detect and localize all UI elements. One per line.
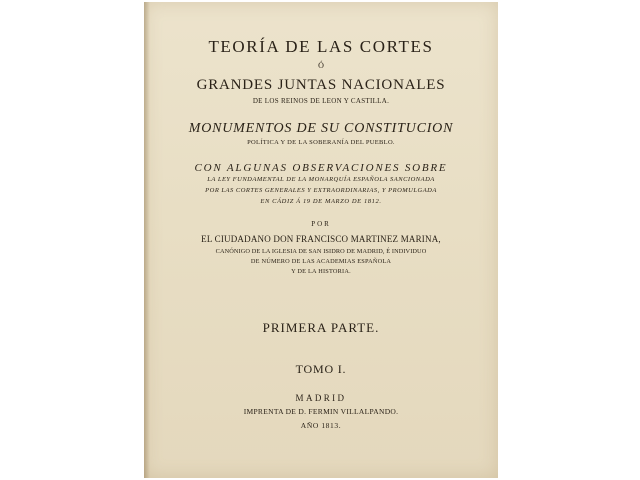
book-subtitle: GRANDES JUNTAS NACIONALES — [196, 77, 446, 93]
observations-line: POR LAS CORTES GENERALES Y EXTRAORDINARIAS, Y PROMULGADA — [205, 187, 437, 194]
observations-heading: CON ALGUNAS OBSERVACIONES SOBRE — [194, 162, 448, 174]
observations-line: LA LEY FUNDAMENTAL DE LA MONARQUÍA ESPAÑOLA SANCIONADA — [207, 176, 435, 183]
imprint-printer: IMPRENTA DE D. FERMIN VILLALPANDO. — [243, 407, 399, 416]
author-name: EL CIUDADANO DON FRANCISCO MARTINEZ MARINA, — [201, 234, 441, 244]
imprint-city: MADRID — [295, 393, 347, 403]
book-title: TEORÍA DE LAS CORTES — [208, 37, 434, 56]
by-line: POR — [311, 220, 331, 228]
part-label: PRIMERA PARTE. — [262, 320, 380, 335]
volume-label: TOMO I. — [295, 362, 347, 376]
political-line: POLÍTICA Y DE LA SOBERANÍA DEL PUEBLO. — [247, 139, 395, 146]
title-page — [144, 2, 498, 478]
author-detail: CANÓNIGO DE LA IGLESIA DE SAN ISIDRO DE MADRID, É INDIVIDUO — [215, 248, 427, 255]
title-connector: Ó — [318, 61, 324, 70]
imprint-year: AÑO 1813. — [300, 421, 342, 430]
monuments-line: MONUMENTOS DE SU CONSTITUCION — [188, 121, 454, 136]
author-detail: Y DE LA HISTORIA. — [291, 268, 351, 275]
realms-line: DE LOS REINOS DE LEON Y CASTILLA. — [252, 97, 390, 105]
author-detail: DE NÚMERO DE LAS ACADEMIAS ESPAÑOLA — [250, 258, 392, 265]
observations-line: EN CÁDIZ Á 19 DE MARZO DE 1812. — [260, 198, 382, 205]
